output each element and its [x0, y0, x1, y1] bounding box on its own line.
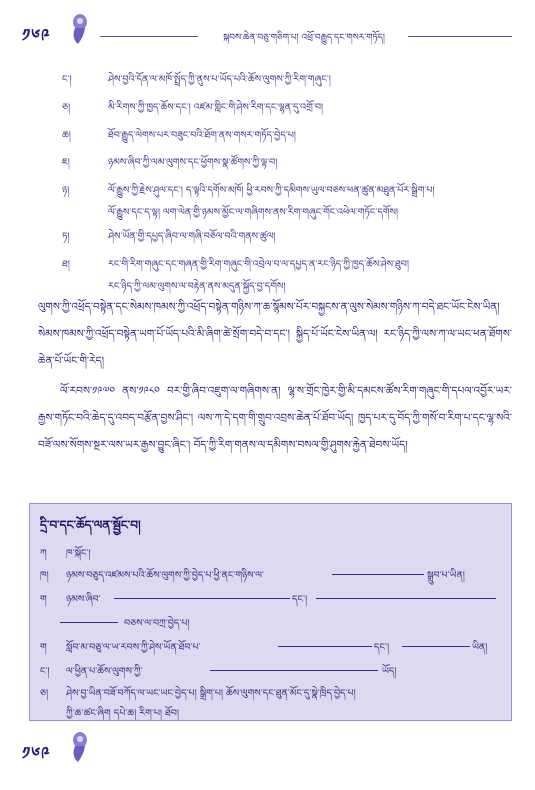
body-paragraph: ལུགས་ཀྱི་འཕྲོད་བསྟེན་དང་སེམས་ཁམས་ཀྱི་འཕྲོད་བསྟེན་གཉིས་ཀ་ཆ་སྙོམས་པོར་བསྐྱངས་ན་ལུས་སེམས་གཉིས་ཀ་བདེ་ཐང་ཡོང་ངེས་ཡིན། སེམས་ཁམས་ཀྱི་འཕྲོད་བསྟེན་ཡག་པོ་ཡོད་པའི་མི་ཞིག་ཚེ་སྲོག་བདེ་བ་དང་། སྐྱིད་པོ་ཡོང་ངེས་ཡིན་ལ། རང་ཉིད་ཀྱི་ལས་ཀ་ལ་ཡང་ཕན་ཐོགས་ཆེན་པོ་ཡོང་གི་རེད།: [38, 301, 512, 367]
pen-ornament-icon: [66, 12, 94, 46]
header-rule-left: [100, 36, 198, 37]
list-marker: ཐ།: [62, 259, 70, 270]
page-number-bottom: ༡༦༩: [22, 744, 51, 764]
exercise-text: སྒྲུབ་པ་ཡིན།: [427, 570, 465, 581]
list-marker: ཉ།: [62, 185, 70, 196]
exercise-text: ལ་ཕྱིན་པ་ཆོས་ལུགས་ཀྱི་: [66, 666, 143, 677]
fill-blank[interactable]: [210, 670, 378, 671]
pen-ornament-icon: [66, 730, 94, 764]
exercise-text: ཀྱི་ཆ་ཚང་ཞིག དཔེ་ཆ། རིག་པ། ཐོབ།: [66, 708, 179, 719]
fill-blank[interactable]: [60, 622, 118, 623]
list-marker: ཆ།: [62, 130, 71, 141]
exercise-text: དང་།: [374, 642, 390, 653]
list-text: ཤེས་བྱའི་དོན་ལ་མཁོ་སྤྲོད་ཀྱི་ནུས་པ་ཡོད་པའི་ཆོས་ལུགས་ཀྱི་རིག་གཞུང་།: [108, 74, 331, 85]
list-text: ལོ་རྒྱུས་དང་ད་ལྟ། ལག་ལེན་གྱི་ཉམས་མྱོང་ལ་གཞིགས་ནས་རིག་གཞུང་གོང་འཕེལ་གཏོང་དགོས།: [108, 207, 399, 218]
exercise-text: ཤེས་བྱ་ཡིན་བཟོ་བཀོད་ལ་ཡང་ཡང་བྱེད་པ། སྒྲིག་པ། ཆོས་ལུགས་དང་ཐུན་མོང་དུ་སྣེ་ཁྲིད་བྱེད་པ།: [66, 688, 356, 699]
exercise-text: ཁ་སྐོང་།: [66, 548, 91, 559]
exercise-marker: ག: [40, 594, 47, 605]
exercise-text: ཉམས་བཅུད་འཛམས་པའི་ཆོས་ལུགས་ཀྱི་བྱེད་པ་ཕྱི་ནང་གཉིས་ལ་: [66, 570, 264, 581]
body-paragraph: ལོ་རབས་༡༩༧༠ ནས་༡༩༨༠ བར་གྱི་ཞིབ་འཇུག་ལ་གཞིགས་ན། ལྷ་ས་གྲོང་ཁྱེར་གྱི་མི་དམངས་ཚོས་རིག་གཞུང་གི་དཔལ་འབྱོར་ཡར་རྒྱས་གཏོང་བའི་ཆེད་དུ་འབད་བརྩོན་བྱས་ཤིང་། ལས་ཀ་དེ་དག་གི་གྲུབ་འབྲས་ཆེན་པོ་ཐོབ་ཡོད། ཁྱད་པར་དུ་བོད་ཀྱི་གསོ་བ་རིག་པ་དང་ལྷ་སའི་བཟོ་ལས་སོགས་སྔར་ལས་ཡར་རྒྱས་བྱུང་ཞིང་། བོད་ཀྱི་རིག་གནས་ལ་དམིགས་བསལ་གྱི་ཤུགས་རྐྱེན་ཐེབས་ཡོད།: [38, 385, 512, 451]
list-text: ཤེས་ཡོན་གྱི་དཔྱད་ཞིབ་ལ་གཞི་བཅོལ་བའི་གནས་ཚུལ།: [108, 231, 276, 242]
exercise-marker: ཁ།: [40, 570, 49, 581]
list-text: ལོ་རྒྱུས་ཀྱི་རྗེས་ཤུལ་དང་། ད་ལྟའི་དགོས་མཁོ། ཕྱི་རབས་ཀྱི་དམིགས་ཡུལ་བཅས་ཕན་ཚུན་མཐུན་པོར་སྒྲིག་པ།: [108, 185, 435, 196]
exercise-marker: ཅ།: [40, 688, 49, 699]
header-rule-right: [408, 36, 512, 37]
fill-blank[interactable]: [402, 646, 470, 647]
list-marker: ཅ།: [62, 102, 71, 113]
fill-blank[interactable]: [316, 598, 496, 599]
fill-blank[interactable]: [114, 598, 290, 599]
list-text: རང་ཉིད་ཀྱི་ལམ་ལུགས་ལ་བརྟེན་ནས་མདུན་སྐྱོད་བྱ་དགོས།: [108, 281, 286, 292]
exercise-text: དང་།: [292, 594, 308, 605]
exercise-title: དྲི་བ་དང་ཆོད་ལན་སྦྱོང་བ།: [40, 518, 141, 532]
list-marker: ཇ།: [62, 157, 70, 168]
exercise-marker: ག: [40, 642, 47, 653]
fill-blank[interactable]: [332, 574, 424, 575]
exercise-box: [29, 503, 512, 721]
list-text: མི་རིགས་ཀྱི་ཁྱད་ཆོས་དང་། འཛམ་གླིང་གི་ཤེས་རིག་དང་ལྷན་དུ་འགྲོ་བ།: [108, 102, 324, 113]
list-marker: ང་།: [62, 74, 72, 85]
exercise-text: ཉམས་ཞིབ་: [66, 594, 101, 605]
list-text: རང་གི་རིག་གཞུང་དང་གཞན་གྱི་རིག་གཞུང་གི་འབྲེལ་བ་ལ་དཔྱད་ན་རང་ཉིད་ཀྱི་ཁྱད་ཆོས་ཤེས་ཐུབ།: [108, 259, 409, 270]
exercise-marker: ཀ: [40, 548, 47, 559]
running-header: སྐབས་ཆེན་བཅུ་གཅིག་པ། འཕྲོ་བརྒྱུད་དང་གསར་གཏོད།: [223, 33, 385, 43]
exercise-text: ཡིན།: [472, 642, 488, 653]
list-text: ཐོབ་རྒྱུད་ལེགས་པར་བཟུང་བའི་ཐོག་ནས་གསར་གཏོད་བྱེད་པ།: [108, 130, 296, 141]
list-marker: ཏ།: [62, 231, 70, 242]
list-text: ཉམས་ཞིབ་ཀྱི་ལམ་ལུགས་དང་ཕྱོགས་སྣ་ཚོགས་ཀྱི་ལྟ་བ།: [108, 157, 278, 168]
exercise-text: བཅས་ལ་བཀྲ་བྱེད་པ།: [124, 618, 190, 629]
exercise-text: ཡོད།: [382, 666, 397, 677]
fill-blank[interactable]: [278, 646, 372, 647]
page-number-top: ༡༦༩: [22, 26, 51, 46]
exercise-marker: ང་།: [40, 666, 50, 677]
exercise-text: སློབ་མ་བཅུ་ལ་ཡ་རབས་ཀྱི་ཤེས་ཡོན་ཐོབ་པ་: [66, 642, 201, 653]
